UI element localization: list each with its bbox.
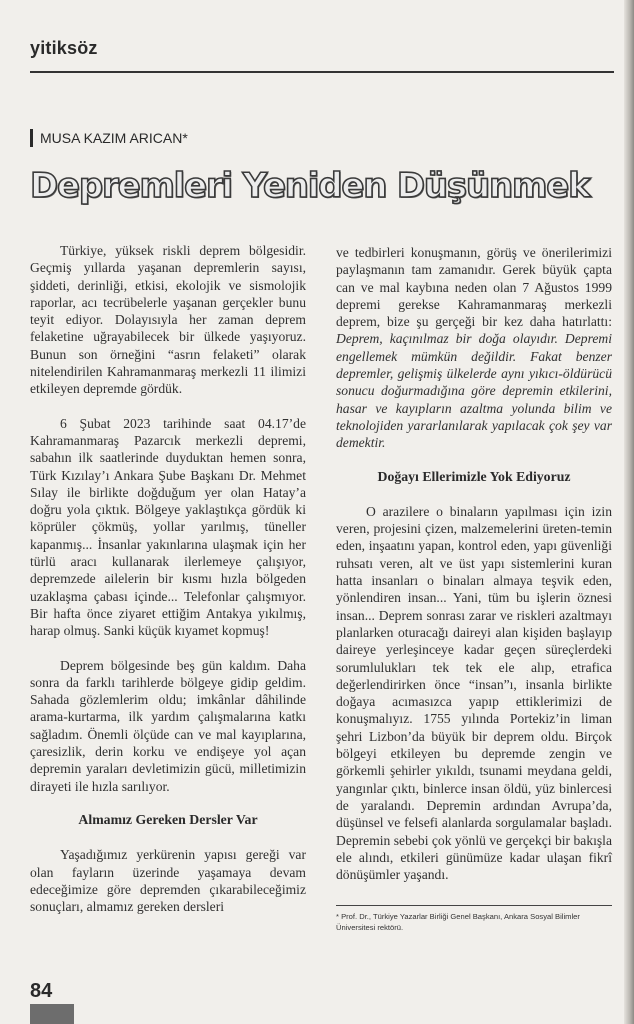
page-number: 84 <box>30 980 53 1002</box>
author-name: MUSA KAZIM ARICAN* <box>40 130 188 146</box>
italic-quote: Deprem, kaçınılmaz bir doğa olayıdır. Depremi engellemek mümkün değildir. Fakat benzer depremler, gelişmiş ülkelerde aynı yıkıcı-öldürücü sonucu doğurmadığına göre depremin etkilerini, hasar ve kayıpların azaltma yolunda bilim ve teknolojiden yararlanılarak yapılacak çok şey var demektir. <box>336 331 612 451</box>
subheading: Almamız Gereken Dersler Var <box>78 811 258 827</box>
paragraph: 6 Şubat 2023 tarihinde saat 04.17’de Kahramanmaraş Pazarcık merkezli depremi, sabahın ilk saatlerinde duyduktan hemen sonra, Türk Kızılay’ı Ankara Şube Başkanı Dr. Mehmet Sılay ile birlikte doğduğum yer olan Hatay’a doğru yola çıktık. Bölgeye yaklaştıkça gördük ki köprüler çökmüş, yollar yarılmış, tüneller kapanmış... İnsanlar yakınlarına ulaşmak için her türlü aracı kullanarak ilerlemeye çalışıyor, depremzede ailelerin bir kısmı hızla bölgeden uzaklaşma çabası içinde... Telefonlar çalışmıyor. Bir hafta önce ziyaret ettiğim Antakya yıkılmış, harap olmuş. Sanki küçük kıyamet kopmuş! <box>30 415 306 639</box>
paragraph: O arazilere o binaların yapılması için izin veren, projesini çizen, malzemelerini üreten-temin eden, inşaatını yapan, kontrol eden, yapı güvenliği ruhsatı veren, alt ve üst yapı sistemlerini kuran hatta insanları o binaları almaya teşvik eden, yönlendiren insan... Yani, tüm bu işlerin öznesi insan... Deprem sonrası zarar ve riskleri azaltmayı planlarken oturacağı daireyi alan kişiden başlayıp daireye yerleşinceye kadar geçen süreçlerdeki sorumlulukları tek tek ele alıp, etrafica değerlendirirken önce “insan”ı, insanla birlikte doğaya acımasızca yapıp ettiklerimizi de konuşmalıyız. 1755 yılında Portekiz’in liman şehri Lizbon’da büyük bir deprem oldu. Birçok bölgeyi etkileyen bu depremde zengin ve görkemli şehirler yıkıldı, tsunami meydana geldi, yangınlar çıktı, binlerce insan öldü, yüz binlercesi de yaralandı. Depremin ardından Avrupa’da, düşünsel ve felsefi alanlarda sorgulamalar başladı. Depremin sebebi çok yönlü ve gerçekçi bir bakışla ele alındı, etkileri günümüze kadar ulaşan fikrî dönüşümler yaşandı. <box>336 503 612 883</box>
left-column <box>30 242 306 915</box>
paragraph: Deprem bölgesinde beş gün kaldım. Daha sonra da farklı tarihlerde bölgeye gidip geldim. Sahada gözlemlerim oldu; imkânlar dâhilinde arama-kurtarma, ilk yardım çalışmalarına katkı sağladım. Önemli ölçüde can ve mal kayıplarına, çaresizlik, derin korku ve endişeye yol açan depremin yaraları devletimizin gücü, milletimizin dirayeti ile hızla sarılıyor. <box>30 657 306 794</box>
paragraph <box>336 244 612 452</box>
section-header: yitiksöz <box>30 38 98 58</box>
footnote-rule <box>336 905 612 906</box>
page-edge-shadow <box>624 0 634 1024</box>
paragraph-text: ve tedbirleri konuşmanın, görüş ve önerilerimizi paylaşmanın tam zamanıdır. Gerek büyük çapta can ve mal kaybına neden olan 7 Ağustos 1999 depremi gerekse Kahramanmaraş merkezli deprem, bize şu gerçeği bir kez daha hatırlattı: <box>336 245 612 330</box>
footnote: * Prof. Dr., Türkiye Yazarlar Birliği Genel Başkanı, Ankara Sosyal Bilimler Üniversitesi rektörü. <box>336 912 580 932</box>
right-column <box>336 244 612 883</box>
header-rule <box>30 71 614 73</box>
paragraph: Türkiye, yüksek riskli deprem bölgesidir. Geçmiş yıllarda yaşanan depremlerin sayısı, şiddeti, derinliği, etkisi, ekolojik ve sismolojik raporlar, acı tecrübelerle yaşanan gerçekler bunu teyit ediyor. Dolayısıyla her zaman deprem felaketine uğrayabilecek bir ülkede yaşıyoruz. Bunun son örneğini “asrın felaketi” olarak nitelendirilen Kahramanmaraş merkezli 11 ilimizi etkileyen depremde gördük. <box>30 243 306 397</box>
article-title: Depremleri Yeniden Düşünmek <box>30 166 590 206</box>
page-number-block <box>30 1004 74 1024</box>
subheading: Doğayı Ellerimizle Yok Ediyoruz <box>377 468 571 484</box>
author-line <box>30 129 188 147</box>
author-bar-marker <box>30 129 33 147</box>
paragraph: Yaşadığımız yerkürenin yapısı gereği var olan fayların üzerinde yaşamaya devam edeceğimize göre depremden çıkarabileceğimiz sonuçları, almamız gereken dersleri <box>30 847 306 915</box>
